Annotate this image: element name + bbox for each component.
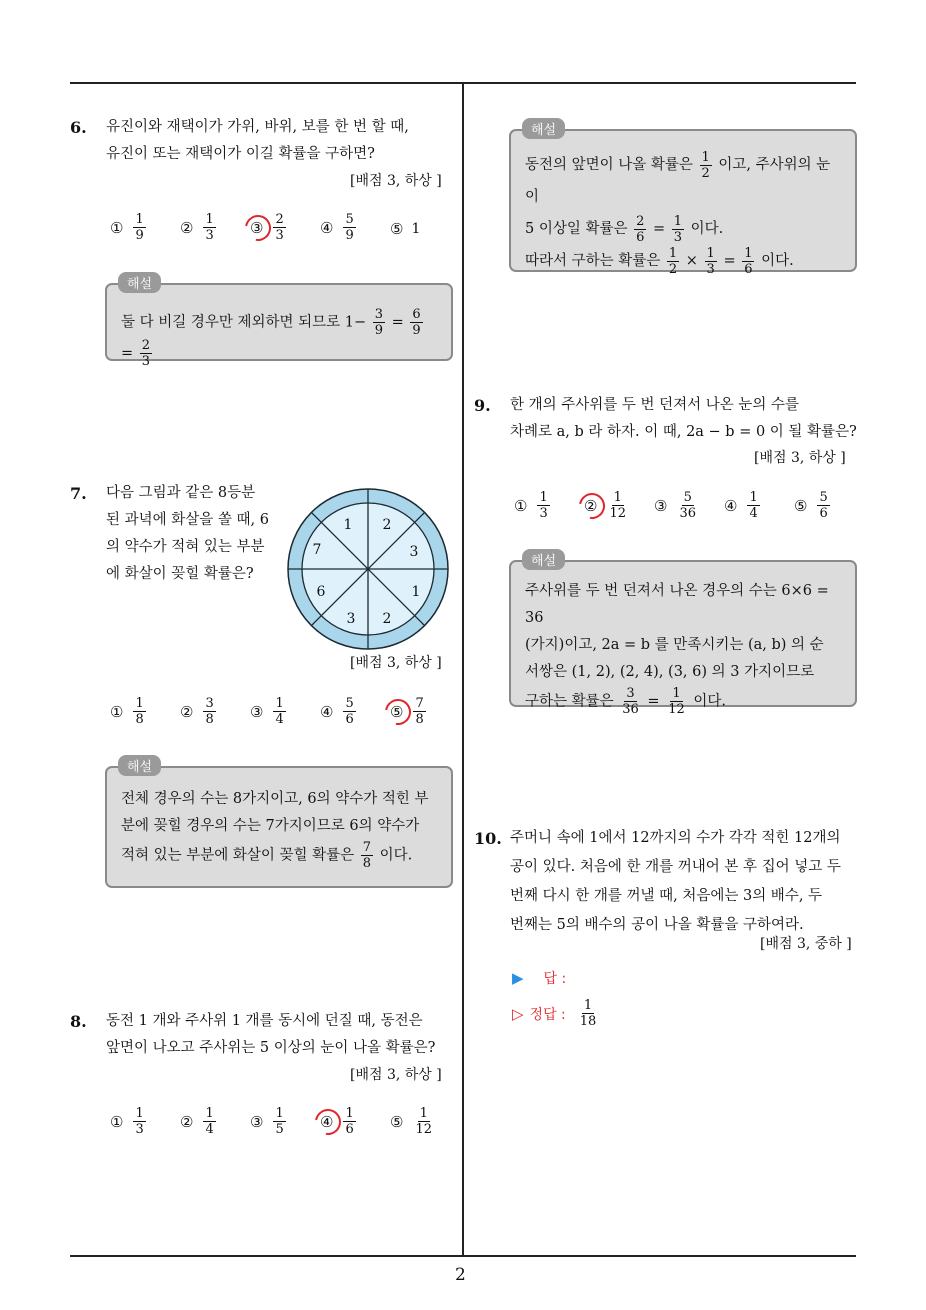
- wheel-number: 3: [409, 544, 419, 560]
- q8-choice-5[interactable]: ⑤ $\frac{1}{12}$: [390, 1106, 432, 1137]
- q7-explanation-tag: 해설: [118, 755, 161, 776]
- wheel-number: 6: [316, 584, 326, 600]
- wheel-number: 3: [346, 611, 356, 627]
- answer-circle-mark: [574, 487, 610, 523]
- dartboard-wheel: [285, 486, 451, 652]
- outline-arrow-icon: ▷: [512, 1004, 524, 1023]
- q6-choice-3[interactable]: ③ $\frac{2}{3}$: [250, 212, 288, 243]
- q7-choice-2[interactable]: ② $\frac{3}{8}$: [180, 696, 214, 727]
- q9-choice-2[interactable]: ② $\frac{1}{12}$: [584, 490, 630, 521]
- q7-choice-3[interactable]: ③ $\frac{1}{4}$: [250, 696, 284, 727]
- q9-explanation-tag: 해설: [522, 549, 565, 570]
- q9-choice-3[interactable]: ③ $\frac{5}{36}$: [654, 490, 696, 521]
- q9-choice-4[interactable]: ④ $\frac{1}{4}$: [724, 490, 758, 521]
- q6-choice-1[interactable]: ① $\frac{1}{9}$: [110, 212, 144, 243]
- q8-explanation-tag: 해설: [522, 118, 565, 139]
- question-7-text: 다음 그림과 같은 8등분 된 과녁에 화살을 쏠 때, 6 의 약수가 적혀 있는 부분 에 화살이 꽂힐 확률은?: [106, 485, 269, 582]
- answer-field[interactable]: ▶ 답 :: [512, 969, 567, 987]
- page-number: 2: [455, 1265, 466, 1285]
- wheel-number: 1: [411, 584, 421, 600]
- question-9-score: [배점 3, 하상 ]: [754, 450, 846, 466]
- question-8-text: 동전 1 개와 주사위 1 개를 동시에 던질 때, 동전은 앞면이 나오고 주사위는 5 이상의 눈이 나올 확률은?: [106, 1013, 436, 1056]
- q6-explanation-box: 둘 다 비길 경우만 제외하면 되므로 1− $\frac{3}{9}$ = $\frac{6}{9}$ = $\frac{2}{3}$: [105, 283, 453, 361]
- column-divider: [462, 84, 464, 1256]
- q7-choice-5[interactable]: ⑤ $\frac{7}{8}$: [390, 696, 428, 727]
- question-9-text: 한 개의 주사위를 두 번 던져서 나온 눈의 수를 차례로 a, b 라 하자. 이 때, 2a − b = 0 이 될 확률은?: [510, 397, 857, 440]
- question-8-number: 8.: [70, 1012, 87, 1031]
- answer-circle-mark: [310, 1103, 346, 1139]
- wheel-number: 2: [382, 611, 392, 627]
- q9-choice-1[interactable]: ① $\frac{1}{3}$: [514, 490, 548, 521]
- wheel-number: 2: [382, 517, 392, 533]
- q8-choice-1[interactable]: ① $\frac{1}{3}$: [110, 1106, 144, 1137]
- q7-choice-4[interactable]: ④ $\frac{5}{6}$: [320, 696, 354, 727]
- question-6-number: 6.: [70, 118, 87, 137]
- q9-explanation-box: 주사위를 두 번 던져서 나온 경우의 수는 6×6 = 36 (가지)이고, 2a = b 를 만족시키는 (a, b) 의 순 서쌍은 (1, 2), (2, 4), (3, 6) 의 3 가지이므로 구하는 확률은 $\frac{3}{36}$ = $\frac{1}{12}$ 이다.: [509, 560, 857, 707]
- q6-choice-4[interactable]: ④ $\frac{5}{9}$: [320, 212, 354, 243]
- question-7-score: [배점 3, 하상 ]: [350, 655, 442, 671]
- q8-choice-3[interactable]: ③ $\frac{1}{5}$: [250, 1106, 284, 1137]
- question-10-text: 주머니 속에 1에서 12까지의 수가 각각 적힌 12개의 공이 있다. 처음에 한 개를 꺼내어 본 후 집어 넣고 두 번째 다시 한 개를 꺼낼 때, 처음에는 3의 배수, 두 번째는 5의 배수의 공이 나올 확률을 구하여라.: [510, 830, 841, 933]
- q8-explanation-box: 동전의 앞면이 나올 확률은 $\frac{1}{2}$ 이고, 주사위의 눈이 5 이상일 확률은 $\frac{2}{6}$ = $\frac{1}{3}$ 이다. 따라서 구하는 확률은 $\frac{1}{2}$ × $\frac{1}{3}$ = $\frac{1}{6}$ 이다.: [509, 129, 857, 272]
- question-9-number: 9.: [474, 396, 491, 415]
- answer-circle-mark: [380, 693, 416, 729]
- q6-choice-2[interactable]: ② $\frac{1}{3}$: [180, 212, 214, 243]
- q6-explanation-tag: 해설: [118, 272, 161, 293]
- q6-choice-5[interactable]: ⑤ 1: [390, 220, 421, 238]
- q8-choice-2[interactable]: ② $\frac{1}{4}$: [180, 1106, 214, 1137]
- q9-choice-5[interactable]: ⑤ $\frac{5}{6}$: [794, 490, 828, 521]
- question-6-score: [배점 3, 하상 ]: [350, 173, 442, 189]
- question-8-score: [배점 3, 하상 ]: [350, 1067, 442, 1083]
- wheel-number: 7: [312, 542, 322, 558]
- question-10-score: [배점 3, 중하 ]: [760, 936, 852, 952]
- wheel-number: 1: [343, 517, 353, 533]
- correct-answer: ▷ 정답 : $\frac{1}{18}$: [512, 998, 597, 1029]
- q7-explanation-box: 전체 경우의 수는 8가지이고, 6의 약수가 적힌 부 분에 꽂힐 경우의 수는 7가지이므로 6의 약수가 적혀 있는 부분에 화살이 꽂힐 확률은 $\frac{7}{8}$ 이다.: [105, 766, 453, 888]
- q8-choice-4[interactable]: ④ $\frac{1}{6}$: [320, 1106, 358, 1137]
- question-7-number: 7.: [70, 484, 87, 503]
- play-arrow-icon: ▶: [512, 969, 524, 987]
- answer-circle-mark: [240, 209, 276, 245]
- question-10-number: 10.: [474, 829, 502, 848]
- bottom-rule: [70, 1255, 856, 1257]
- question-6-text: 유진이와 재택이가 가위, 바위, 보를 한 번 할 때, 유진이 또는 재택이가 이길 확률을 구하면?: [106, 119, 409, 162]
- q7-choice-1[interactable]: ① $\frac{1}{8}$: [110, 696, 144, 727]
